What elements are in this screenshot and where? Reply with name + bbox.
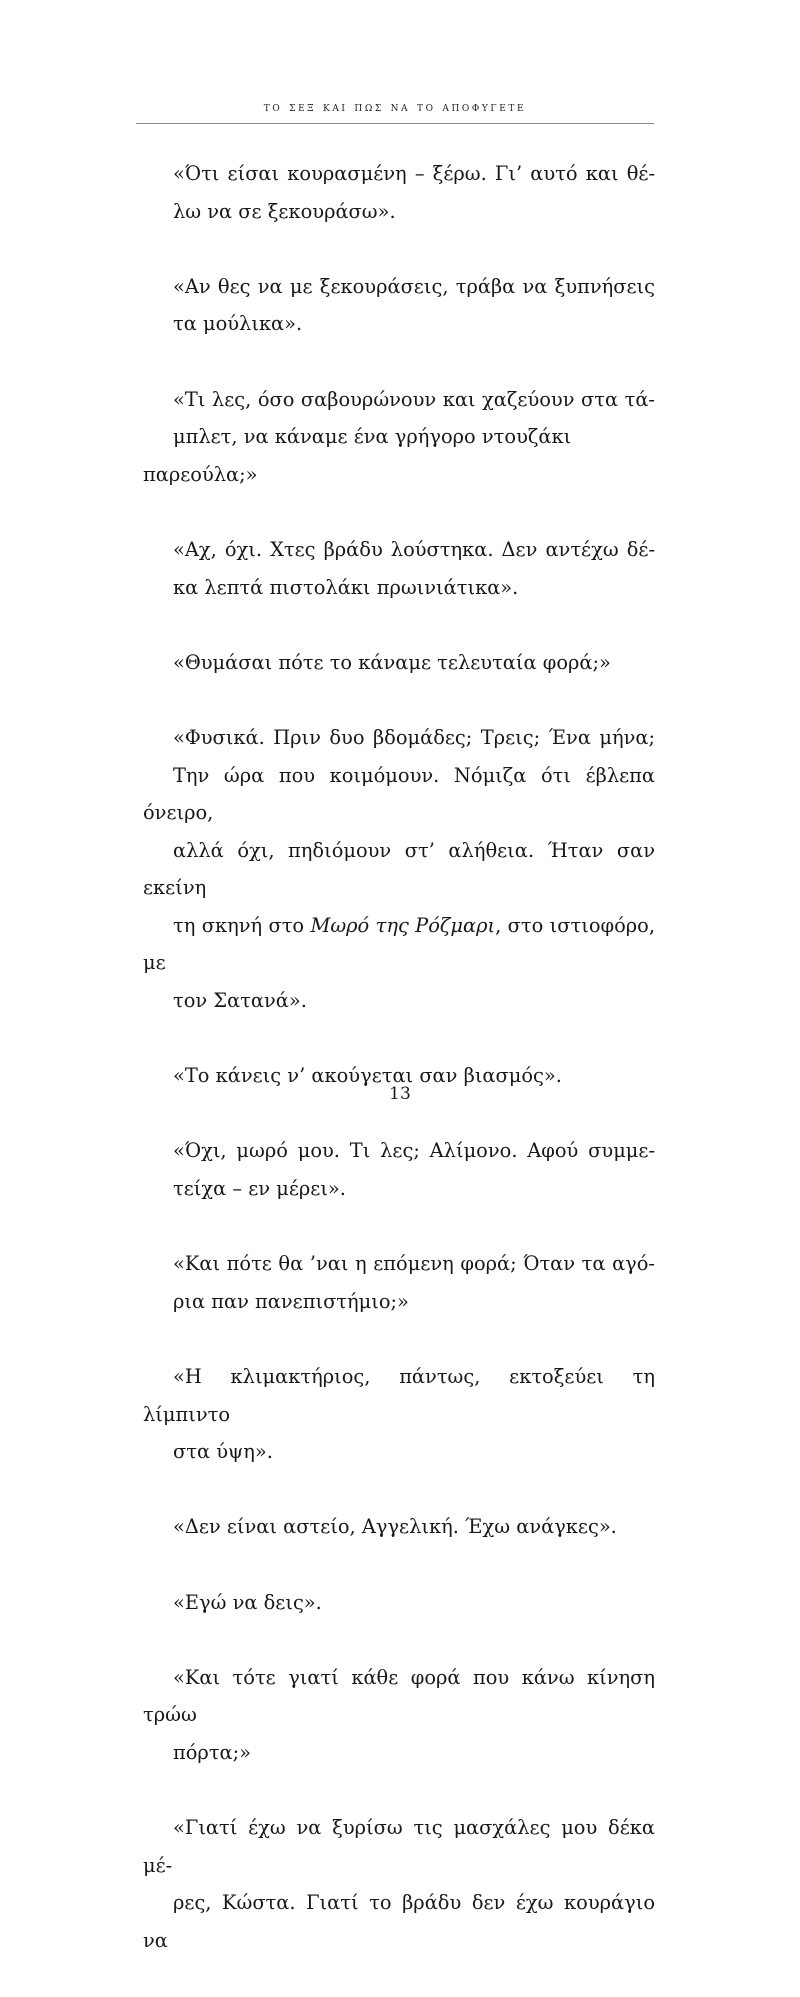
text-line: τον Σατανά».: [173, 989, 307, 1013]
text-line: «Ότι είσαι κουρασμένη – ξέρω. Γι’ αυτό και θέ-: [173, 162, 655, 185]
text-line: «Τι λες, όσο σαβουρώνουν και χαζεύουν στα τά-: [173, 387, 655, 411]
paragraph: [143, 268, 655, 381]
paragraph: [143, 531, 655, 644]
body-text-block: [143, 155, 655, 1997]
paragraph: [143, 1508, 655, 1583]
text-line: «Όχι, μωρό μου. Τι λες; Αλίμονο. Αφού συμμε-: [173, 1139, 655, 1163]
paragraph: [143, 1809, 655, 1997]
text-line-with-title: [143, 907, 655, 982]
text-segment: , στο ιστιοφόρο, με: [143, 913, 655, 975]
paragraph: [143, 381, 655, 531]
text-line: αλλά όχι, πηδιόμουν στ’ αλήθεια. Ήταν σαν εκείνη: [143, 838, 655, 900]
text-line: «Αν θες να με ξεκουράσεις, τράβα να ξυπνήσεις: [173, 274, 655, 298]
paragraph: [143, 1132, 655, 1245]
paragraph: [143, 1358, 655, 1508]
text-line: τα μούλικα».: [173, 312, 303, 336]
paragraph: [143, 1245, 655, 1358]
paragraph: [143, 1659, 655, 1809]
text-line: «Γιατί έχω να ξυρίσω τις μασχάλες μου δέκα μέ-: [143, 1816, 655, 1877]
text-line: «Φυσικά. Πριν δυο βδομάδες; Τρεις; Ένα μήνα;: [173, 725, 655, 749]
text-line: «Αχ, όχι. Χτες βράδυ λούστηκα. Δεν αντέχω δέ-: [173, 537, 655, 561]
text-line: ρια παν πανεπιστήμιο;»: [173, 1289, 409, 1313]
text-line: «Η κλιμακτήριος, πάντως, εκτοξεύει τη λίμπιντο: [143, 1365, 655, 1426]
paragraph: [143, 644, 655, 719]
text-line: Την ώρα που κοιμόμουν. Νόμιζα ότι έβλεπα όνειρο,: [143, 763, 655, 825]
text-segment: τη σκηνή στο: [173, 913, 311, 937]
paragraph: [143, 155, 655, 268]
text-line: στα ύψη».: [173, 1440, 273, 1464]
text-line: λω να σε ξεκουράσω».: [173, 199, 396, 223]
text-line: «Εγώ να δεις».: [173, 1590, 322, 1614]
text-line: «Το κάνεις ν’ ακούγεται σαν βιασμός».: [173, 1064, 562, 1088]
paragraph: [143, 1584, 655, 1659]
running-head: [136, 96, 654, 115]
text-line: τείχα – εν μέρει».: [173, 1177, 346, 1201]
page-number: 13: [389, 1084, 411, 1104]
text-line: «Και πότε θα ’ναι η επόμενη φορά; Όταν τα αγό-: [173, 1252, 655, 1276]
text-line: ρες, Κώστα. Γιατί το βράδυ δεν έχω κουράγιο να: [143, 1891, 655, 1952]
paragraph: [143, 719, 655, 1057]
header-rule: [136, 123, 654, 124]
text-line: «Δεν είναι αστείο, Αγγελική. Έχω ανάγκες».: [173, 1515, 617, 1539]
text-line: πόρτα;»: [173, 1740, 252, 1764]
text-line: μπλετ, να κάναμε ένα γρήγορο ντουζάκι παρεούλα;»: [143, 425, 572, 486]
italic-work-title: Μωρό της Ρόζμαρι: [310, 913, 496, 937]
text-line: κα λεπτά πιστολάκι πρωινιάτικα».: [173, 575, 519, 599]
running-head-text: το σεξ και πως να το αποφυγετε: [263, 100, 527, 115]
text-line: «Και τότε γιατί κάθε φορά που κάνω κίνηση τρώω: [143, 1665, 655, 1727]
text-line: «Θυμάσαι πότε το κάναμε τελευταία φορά;»: [173, 650, 611, 674]
